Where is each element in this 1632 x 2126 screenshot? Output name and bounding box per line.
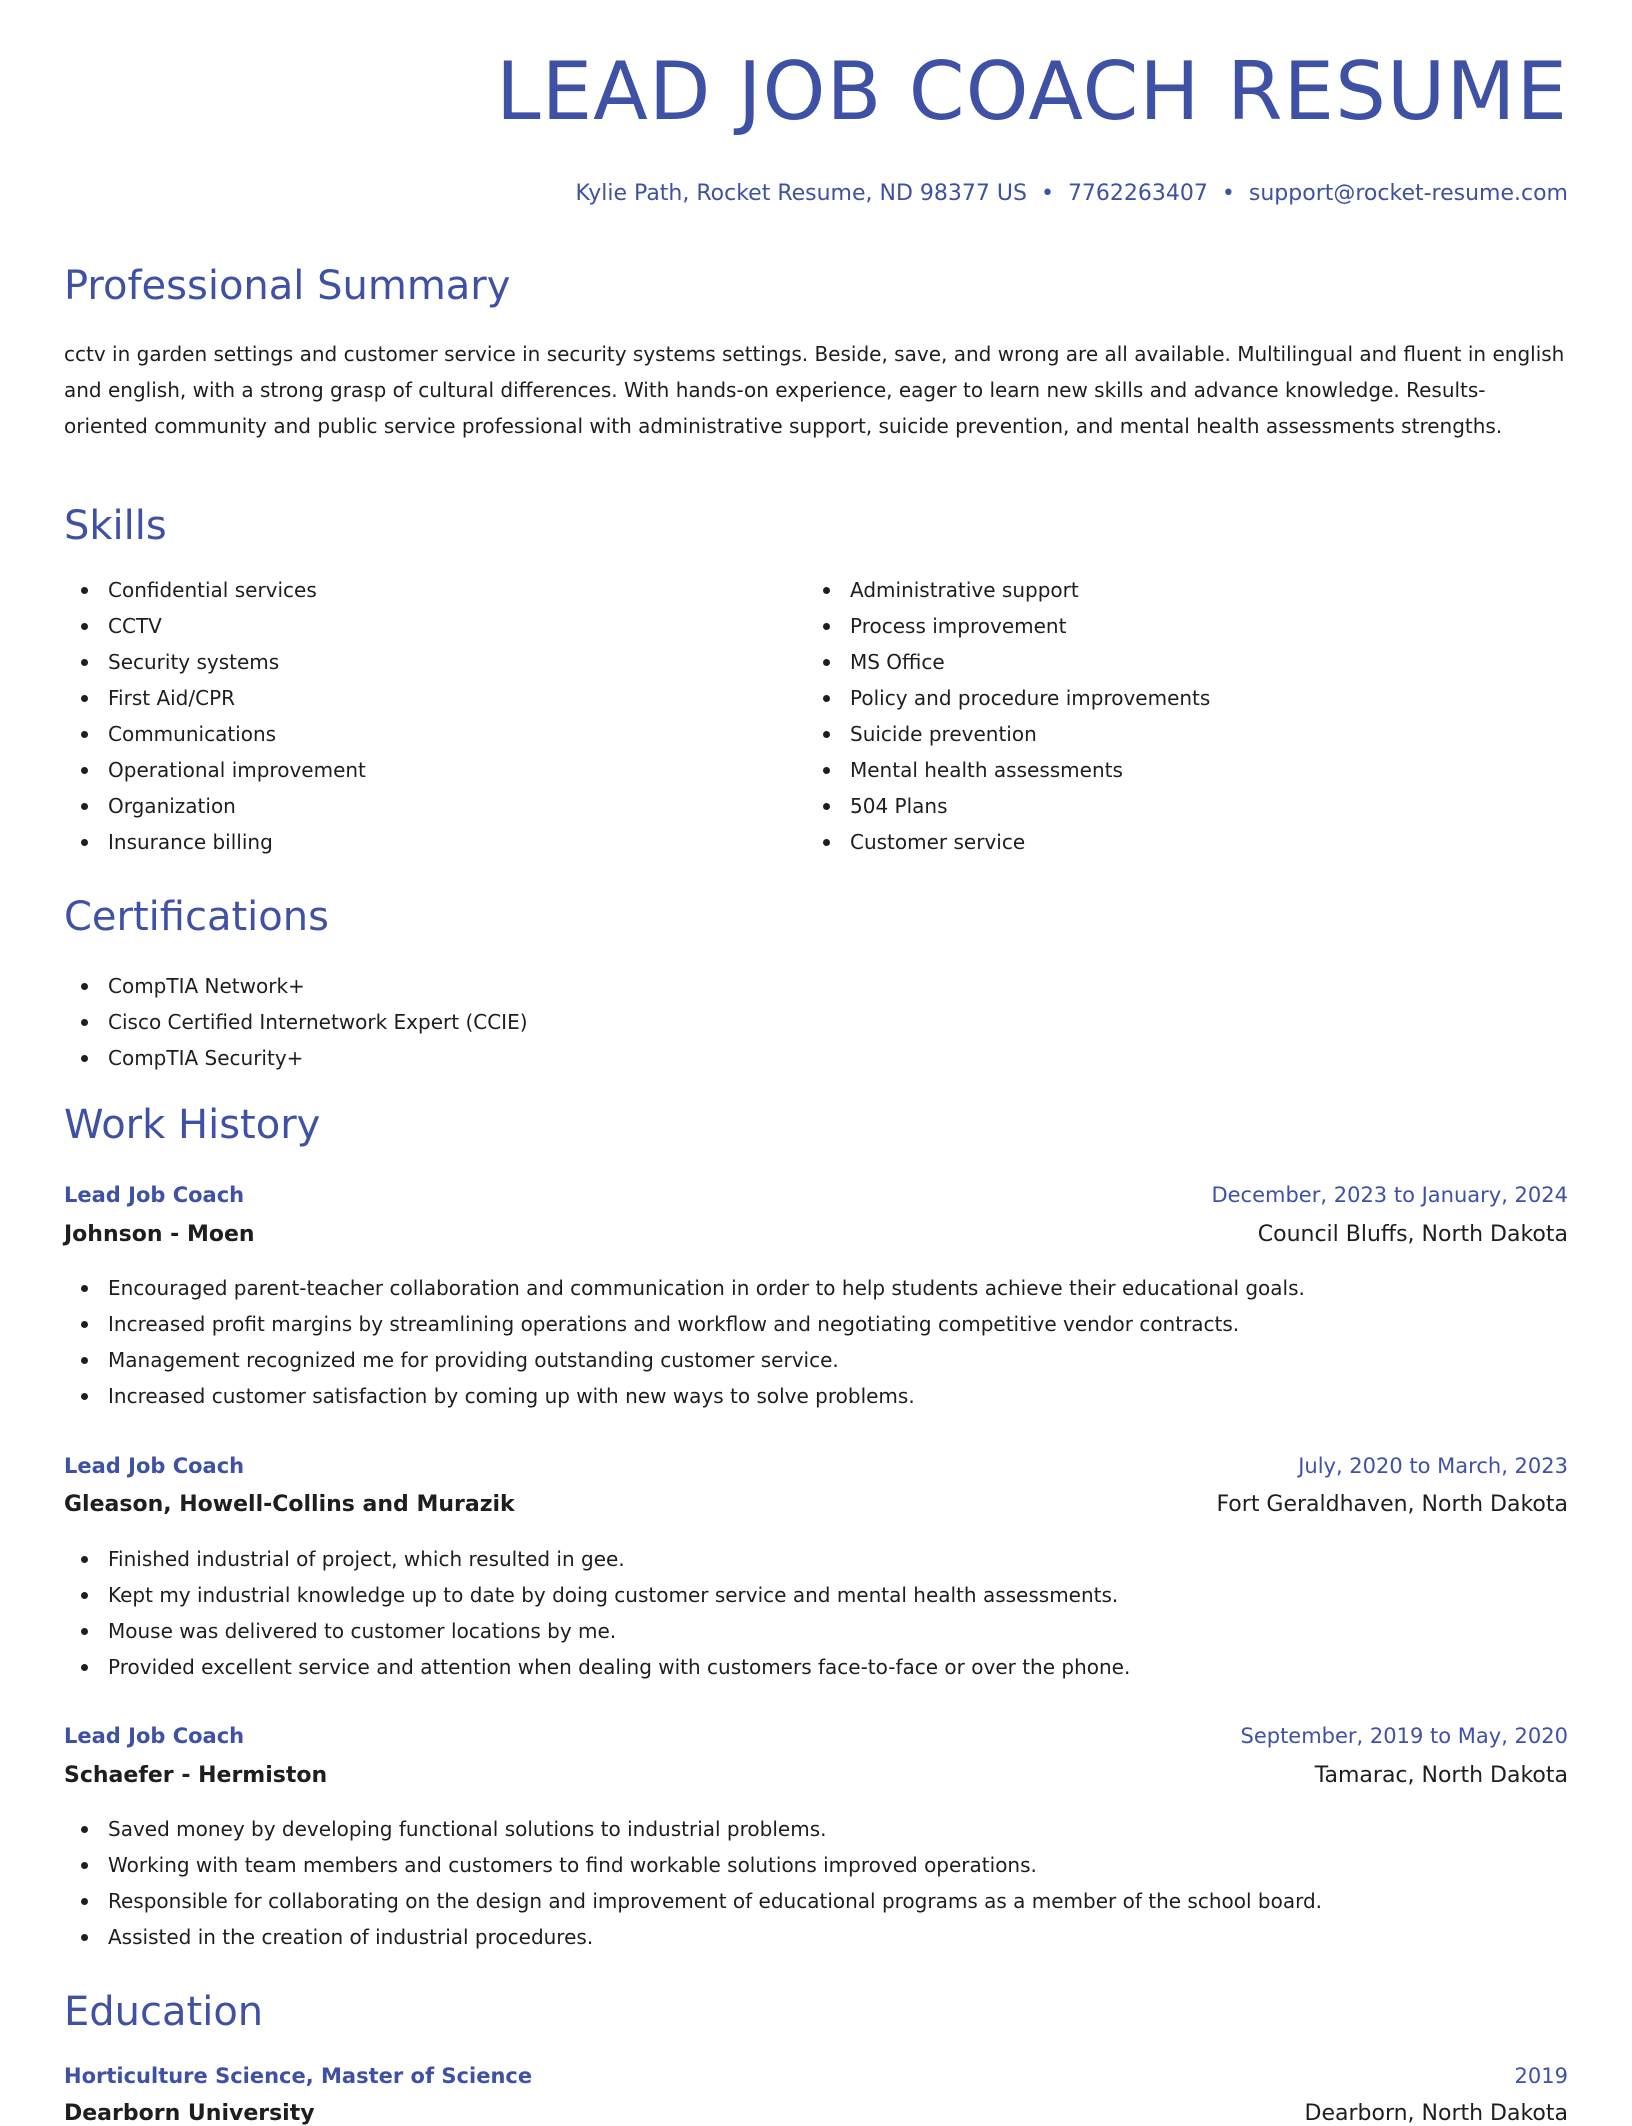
skill-item: Administrative support bbox=[806, 572, 1566, 608]
job-location: Council Bluffs, North Dakota bbox=[1257, 1222, 1568, 1247]
job-bullet: Working with team members and customers to find workable solutions improved operations. bbox=[64, 1847, 1568, 1883]
education-school: Dearborn University bbox=[64, 2101, 315, 2126]
contact-email: support@rocket-resume.com bbox=[1248, 181, 1568, 206]
job-bullet: Kept my industrial knowledge up to date by doing customer service and mental health assessments. bbox=[64, 1577, 1568, 1613]
skill-item: MS Office bbox=[806, 644, 1566, 680]
summary-text: cctv in garden settings and customer service in security systems settings. Beside, save, and wrong are all available. Multilingual and fluent in english and english, with a strong grasp of cultural differences. With hands-on experience, eager to learn new skills and advance knowledge. Results-oriented community and public service professional with administrative support, suicide prevention, and mental health assessments strengths. bbox=[64, 342, 1565, 438]
certification-item: CompTIA Network+ bbox=[64, 968, 1568, 1004]
job-bullet: Assisted in the creation of industrial procedures. bbox=[64, 1919, 1568, 1955]
job-location: Fort Geraldhaven, North Dakota bbox=[1216, 1492, 1568, 1517]
job-bullet: Management recognized me for providing outstanding customer service. bbox=[64, 1342, 1568, 1378]
job-title: Lead Job Coach bbox=[64, 1183, 245, 1207]
work-history-heading: Work History bbox=[64, 1102, 321, 1148]
education-heading: Education bbox=[64, 1989, 264, 2035]
skill-item: Insurance billing bbox=[64, 824, 784, 860]
contact-address: Kylie Path, Rocket Resume, ND 98377 US bbox=[575, 181, 1027, 206]
contact-phone: 7762263407 bbox=[1067, 181, 1208, 206]
skill-item: Confidential services bbox=[64, 572, 784, 608]
skill-item: 504 Plans bbox=[806, 788, 1566, 824]
job-location: Tamarac, North Dakota bbox=[1314, 1763, 1568, 1788]
skill-item: Communications bbox=[64, 716, 784, 752]
skills-list-left bbox=[64, 572, 784, 860]
job-bullet: Mouse was delivered to customer locations by me. bbox=[64, 1613, 1568, 1649]
job-bullets bbox=[64, 1270, 1568, 1414]
job-bullet: Increased customer satisfaction by coming up with new ways to solve problems. bbox=[64, 1378, 1568, 1414]
contact-separator: • bbox=[1040, 181, 1054, 206]
job-employer: Gleason, Howell-Collins and Murazik bbox=[64, 1492, 515, 1517]
certification-item: CompTIA Security+ bbox=[64, 1040, 1568, 1076]
certifications-list bbox=[64, 968, 1568, 1076]
job-employer: Schaefer - Hermiston bbox=[64, 1763, 328, 1788]
education-location: Dearborn, North Dakota bbox=[1304, 2101, 1568, 2126]
skill-item: Security systems bbox=[64, 644, 784, 680]
job-bullet: Provided excellent service and attention when dealing with customers face-to-face or over the phone. bbox=[64, 1649, 1568, 1685]
job-bullet: Responsible for collaborating on the design and improvement of educational programs as a member of the school board. bbox=[64, 1883, 1568, 1919]
summary-heading: Professional Summary bbox=[64, 263, 511, 309]
certifications-heading: Certifications bbox=[64, 894, 329, 940]
contact-line bbox=[575, 183, 1568, 205]
certification-item: Cisco Certified Internetwork Expert (CCIE) bbox=[64, 1004, 1568, 1040]
resume-title: LEAD JOB COACH RESUME bbox=[496, 45, 1568, 138]
job-bullets bbox=[64, 1811, 1568, 1955]
job-bullet: Increased profit margins by streamlining operations and workflow and negotiating competitive vendor contracts. bbox=[64, 1306, 1568, 1342]
skill-item: CCTV bbox=[64, 608, 784, 644]
skill-item: First Aid/CPR bbox=[64, 680, 784, 716]
skill-item: Organization bbox=[64, 788, 784, 824]
job-bullet: Finished industrial of project, which resulted in gee. bbox=[64, 1541, 1568, 1577]
job-bullets bbox=[64, 1541, 1568, 1685]
job-title: Lead Job Coach bbox=[64, 1724, 245, 1748]
job-bullet: Saved money by developing functional solutions to industrial problems. bbox=[64, 1811, 1568, 1847]
job-dates: July, 2020 to March, 2023 bbox=[1298, 1454, 1568, 1478]
skill-item: Mental health assessments bbox=[806, 752, 1566, 788]
job-employer: Johnson - Moen bbox=[64, 1222, 255, 1247]
skill-item: Customer service bbox=[806, 824, 1566, 860]
resume-page bbox=[64, 0, 1568, 2126]
skill-item: Suicide prevention bbox=[806, 716, 1566, 752]
skill-item: Process improvement bbox=[806, 608, 1566, 644]
skills-heading: Skills bbox=[64, 503, 167, 549]
job-title: Lead Job Coach bbox=[64, 1454, 245, 1478]
job-dates: September, 2019 to May, 2020 bbox=[1240, 1724, 1568, 1748]
job-bullet: Encouraged parent-teacher collaboration and communication in order to help students achieve their educational goals. bbox=[64, 1270, 1568, 1306]
skills-list-right bbox=[806, 572, 1566, 860]
skill-item: Operational improvement bbox=[64, 752, 784, 788]
education-year: 2019 bbox=[1514, 2064, 1568, 2088]
contact-separator: • bbox=[1221, 181, 1235, 206]
job-dates: December, 2023 to January, 2024 bbox=[1211, 1183, 1568, 1207]
education-degree: Horticulture Science, Master of Science bbox=[64, 2064, 533, 2088]
skill-item: Policy and procedure improvements bbox=[806, 680, 1566, 716]
